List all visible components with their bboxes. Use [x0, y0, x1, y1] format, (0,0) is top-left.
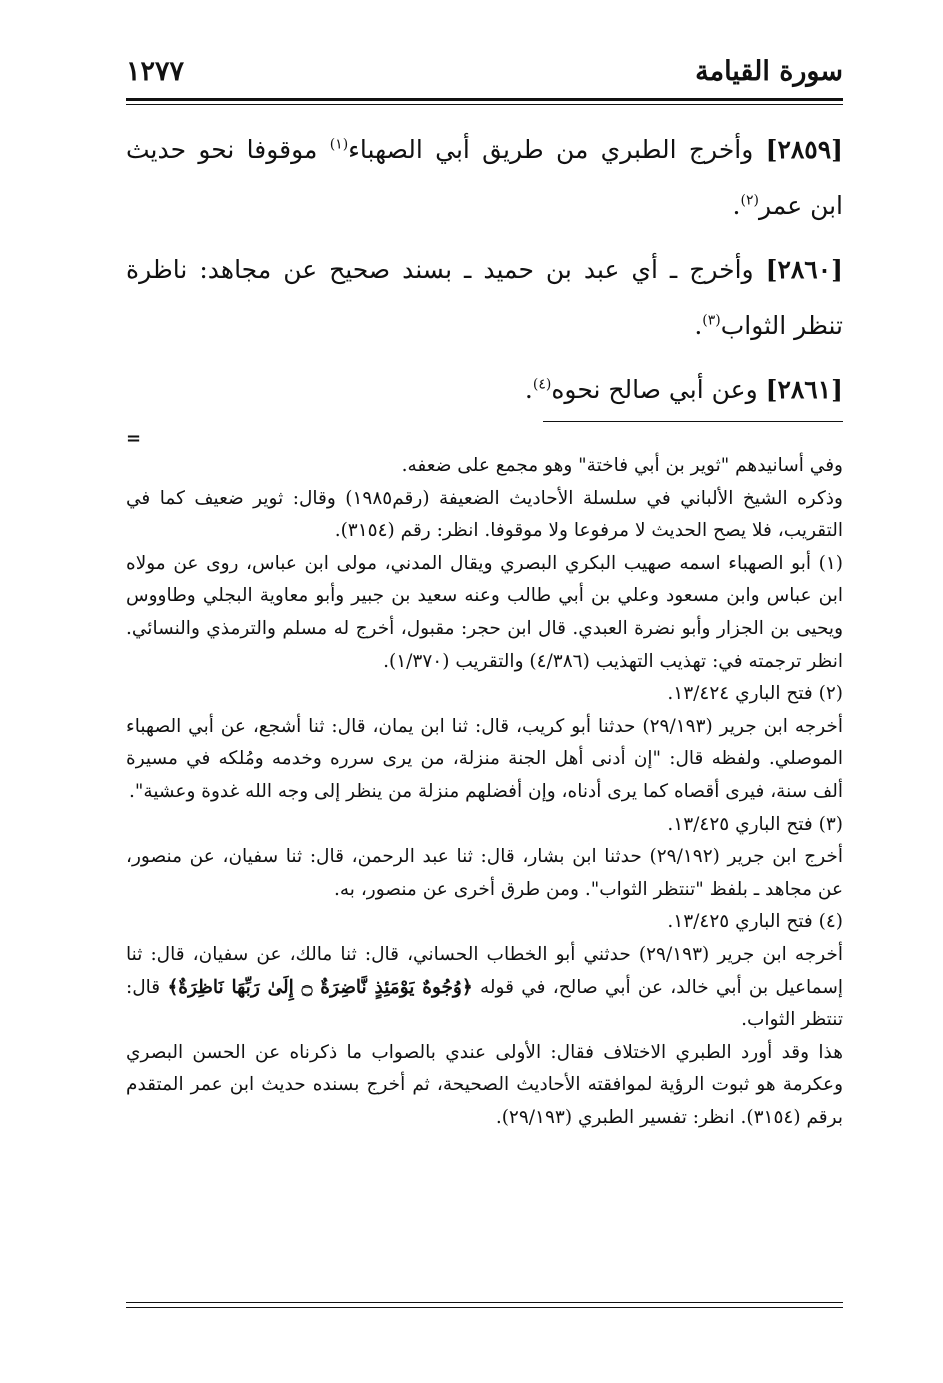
header-rule-thin: [126, 104, 843, 105]
hadith-end: .: [524, 375, 533, 404]
page-header: [126, 56, 843, 96]
footnote-2-ref: (٢) فتح الباري ١٣/٤٢٤.: [667, 683, 843, 705]
footnote-3-ref: (٣) فتح الباري ١٣/٤٢٥.: [667, 813, 843, 835]
footnote-ref[interactable]: (١): [329, 136, 349, 153]
footnote-1: (١) أبو الصهباء اسمه صهيب البكري البصري ويقال المدني، مولى ابن عباس، روى عن مولاه ابن عباس وابن مسعود وعلي بن أبي طالب وعنه سعيد بن جبير وأبو معاوية البجلي وطاووس ويحيى بن الجزار وأبو نضرة العبدي. قال ابن حجر: مقبول، أخرج له مسلم والترمذي والنسائي. انظر ترجمته في: تهذيب التهذيب (٤/٣٨٦) والتقريب (١/٣٧٠).: [126, 552, 843, 672]
footnote-4-text: أخرجه ابن جرير (٢٩/١٩٣) حدثني أبو الخطاب الحساني، قال: ثنا مالك، عن سفيان، قال: ثنا إسماعيل بن أبي خالد، عن أبي صالح، في قوله: [126, 943, 844, 998]
hadith-text: وأخرج ـ أي عبد بن حميد ـ بسند صحيح عن مجاهد: ناظرة تنظر الثواب: [126, 255, 843, 340]
header-rule: [126, 98, 843, 101]
footnote-continued-2: وذكره الشيخ الألباني في سلسلة الأحاديث الضعيفة (رقم١٩٨٥) وقال: ثوير ضعيف كما في التقريب، فلا يصح الحديث لا مرفوعا ولا موقوفا. انظر: رقم (٣١٥٤).: [126, 487, 843, 542]
quran-verse: ﴿وُجُوهٌ يَوْمَئِذٍ نَّاضِرَةٌ ۝ إِلَىٰ رَبِّهَا نَاظِرَةٌ﴾: [167, 976, 473, 998]
hadith-number: [٢٨٥٩]: [765, 135, 844, 164]
hadith-text: موقوفا نحو حديث ابن عمر: [126, 135, 843, 220]
hadith-text: وعن أبي صالح نحوه: [551, 375, 758, 404]
bottom-rule-2: [126, 1307, 843, 1308]
footnote-4-note: هذا وقد أورد الطبري الاختلاف فقال: الأولى عندي بالصواب ما ذكرناه عن الحسن البصري وعكرمة هو ثبوت الرؤية لموافقته الأحاديث الصحيحة، ثم أخرج بسنده حديث ابن عمر المتقدم برقم (٣١٥٤). انظر: تفسير الطبري (٢٩/١٩٣).: [126, 1041, 843, 1128]
footnote-3-body: أخرج ابن جرير (٢٩/١٩٢) حدثنا ابن بشار، قال: ثنا عبد الرحمن، قال: ثنا سفيان، عن منصور، عن مجاهد ـ بلفظ "تنتظر الثواب". ومن طرق أخرى عن منصور، به.: [126, 846, 843, 900]
hadith-2860: [126, 242, 843, 354]
hadith-2861: [126, 362, 843, 418]
hadith-number: [٢٨٦١]: [765, 375, 843, 404]
footnote-4-ref: (٤) فتح الباري ١٣/٤٢٥.: [667, 911, 843, 933]
footnote-4-body: [126, 939, 843, 1037]
bottom-rule: [126, 1302, 843, 1303]
footnote-continued-1: وفي أسانيدهم "ثوير بن أبي فاختة" وهو مجمع على ضعفه.: [401, 455, 843, 476]
hadith-end: .: [694, 311, 703, 340]
footnote-ref[interactable]: (٤): [532, 376, 552, 393]
footnote-2-body: أخرجه ابن جرير (٢٩/١٩٣) حدثنا أبو كريب، قال: ثنا ابن يمان، قال: ثنا أشجع، عن أبي الصهباء الموصلي. ولفظه قال: "إن أدنى أهل الجنة منزلة، من يرى سرره وخدمه ومُلكه في مسيرة ألف سنة، فيرى أقصاه كما يرى أدناه، وإن أفضلهم منزلة من ينظر إلى وجه الله غدوة وعشية".: [126, 715, 843, 802]
hadith-text: وأخرج الطبري من طريق أبي الصهباء: [348, 135, 754, 164]
footnote-ref[interactable]: (٢): [740, 192, 759, 209]
footnote-ref[interactable]: (٣): [702, 312, 721, 329]
main-text: [126, 122, 843, 426]
sura-title: سورة القيامة: [695, 56, 843, 87]
footnote-4-text-end: قال: تنتظر الثواب.: [126, 976, 843, 1031]
hadith-2859: [126, 122, 843, 234]
footnote-separator: [543, 421, 843, 422]
hadith-number: [٢٨٦٠]: [765, 255, 843, 284]
hadith-end: .: [732, 191, 741, 220]
page-number: ١٢٧٧: [126, 56, 185, 87]
continuation-mark: =: [126, 428, 142, 449]
footnotes: [126, 450, 843, 1134]
